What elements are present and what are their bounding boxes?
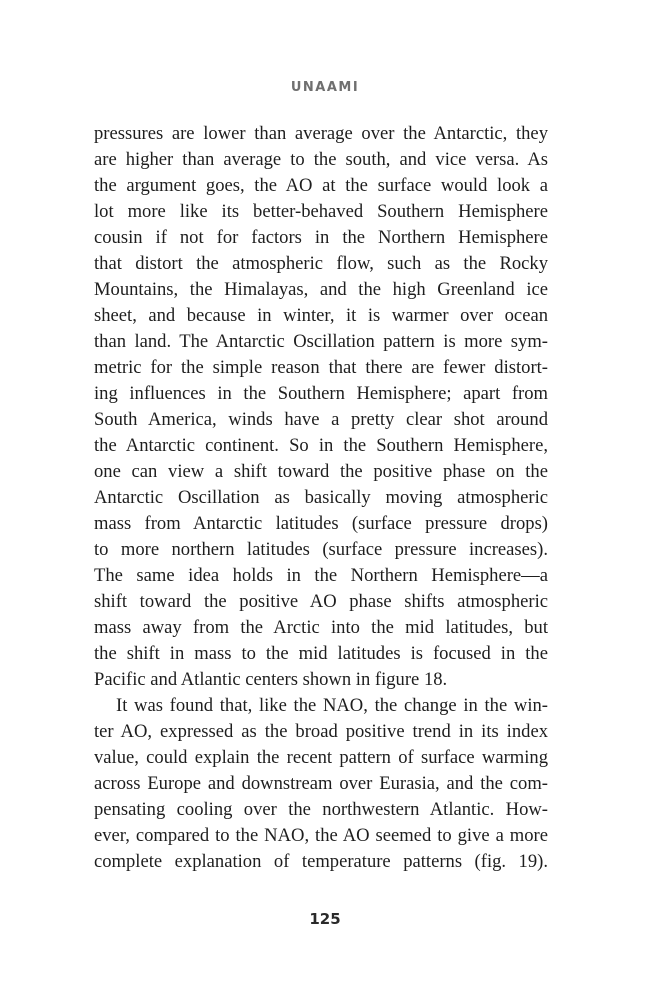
text-line: than land. The Antarctic Oscillation pattern is more sym- xyxy=(94,331,548,352)
text-line: South America, winds have a pretty clear shot around xyxy=(94,409,548,430)
text-line: cousin if not for factors in the Northern Hemisphere xyxy=(94,227,548,248)
text-line: Pacific and Atlantic centers shown in figure 18. xyxy=(94,669,448,690)
text-line: mass away from the Arctic into the mid latitudes, but xyxy=(94,617,548,638)
text-line: that distort the atmospheric flow, such as the Rocky xyxy=(94,253,548,274)
text-line: The same idea holds in the Northern Hemisphere—a xyxy=(94,565,548,586)
paragraph-1 xyxy=(94,121,548,693)
text-line: are higher than average to the south, and vice versa. As xyxy=(94,149,548,170)
text-line: Mountains, the Himalayas, and the high Greenland ice xyxy=(94,279,548,300)
text-line: ter AO, expressed as the broad positive trend in its index xyxy=(94,721,548,742)
text-line: metric for the simple reason that there are fewer distort- xyxy=(94,357,548,378)
text-line: Antarctic Oscillation as basically moving atmospheric xyxy=(94,487,548,508)
paragraph-2 xyxy=(94,693,548,875)
text-line: mass from Antarctic latitudes (surface pressure drops) xyxy=(94,513,548,534)
text-line: It was found that, like the NAO, the change in the win- xyxy=(116,695,548,716)
body-text xyxy=(94,121,548,875)
text-line: pensating cooling over the northwestern Atlantic. How- xyxy=(94,799,548,820)
text-line: the shift in mass to the mid latitudes is focused in the xyxy=(94,643,548,664)
text-line: sheet, and because in winter, it is warmer over ocean xyxy=(94,305,548,326)
text-line: the Antarctic continent. So in the Southern Hemisphere, xyxy=(94,435,548,456)
text-line: pressures are lower than average over the Antarctic, they xyxy=(94,123,548,144)
text-line: lot more like its better-behaved Southern Hemisphere xyxy=(94,201,548,222)
page-number: 125 xyxy=(309,910,341,928)
text-line: complete explanation of temperature patterns (fig. 19). xyxy=(94,851,548,872)
text-line: ing influences in the Southern Hemisphere; apart from xyxy=(94,383,548,404)
text-line: to more northern latitudes (surface pressure increases). xyxy=(94,539,548,560)
text-line: ever, compared to the NAO, the AO seemed to give a more xyxy=(94,825,548,846)
text-line: across Europe and downstream over Eurasia, and the com- xyxy=(94,773,548,794)
text-line: value, could explain the recent pattern of surface warming xyxy=(94,747,548,768)
text-line: the argument goes, the AO at the surface would look a xyxy=(94,175,548,196)
text-line: one can view a shift toward the positive phase on the xyxy=(94,461,548,482)
running-head: UNAAMI xyxy=(290,80,360,95)
text-line: shift toward the positive AO phase shifts atmospheric xyxy=(94,591,548,612)
